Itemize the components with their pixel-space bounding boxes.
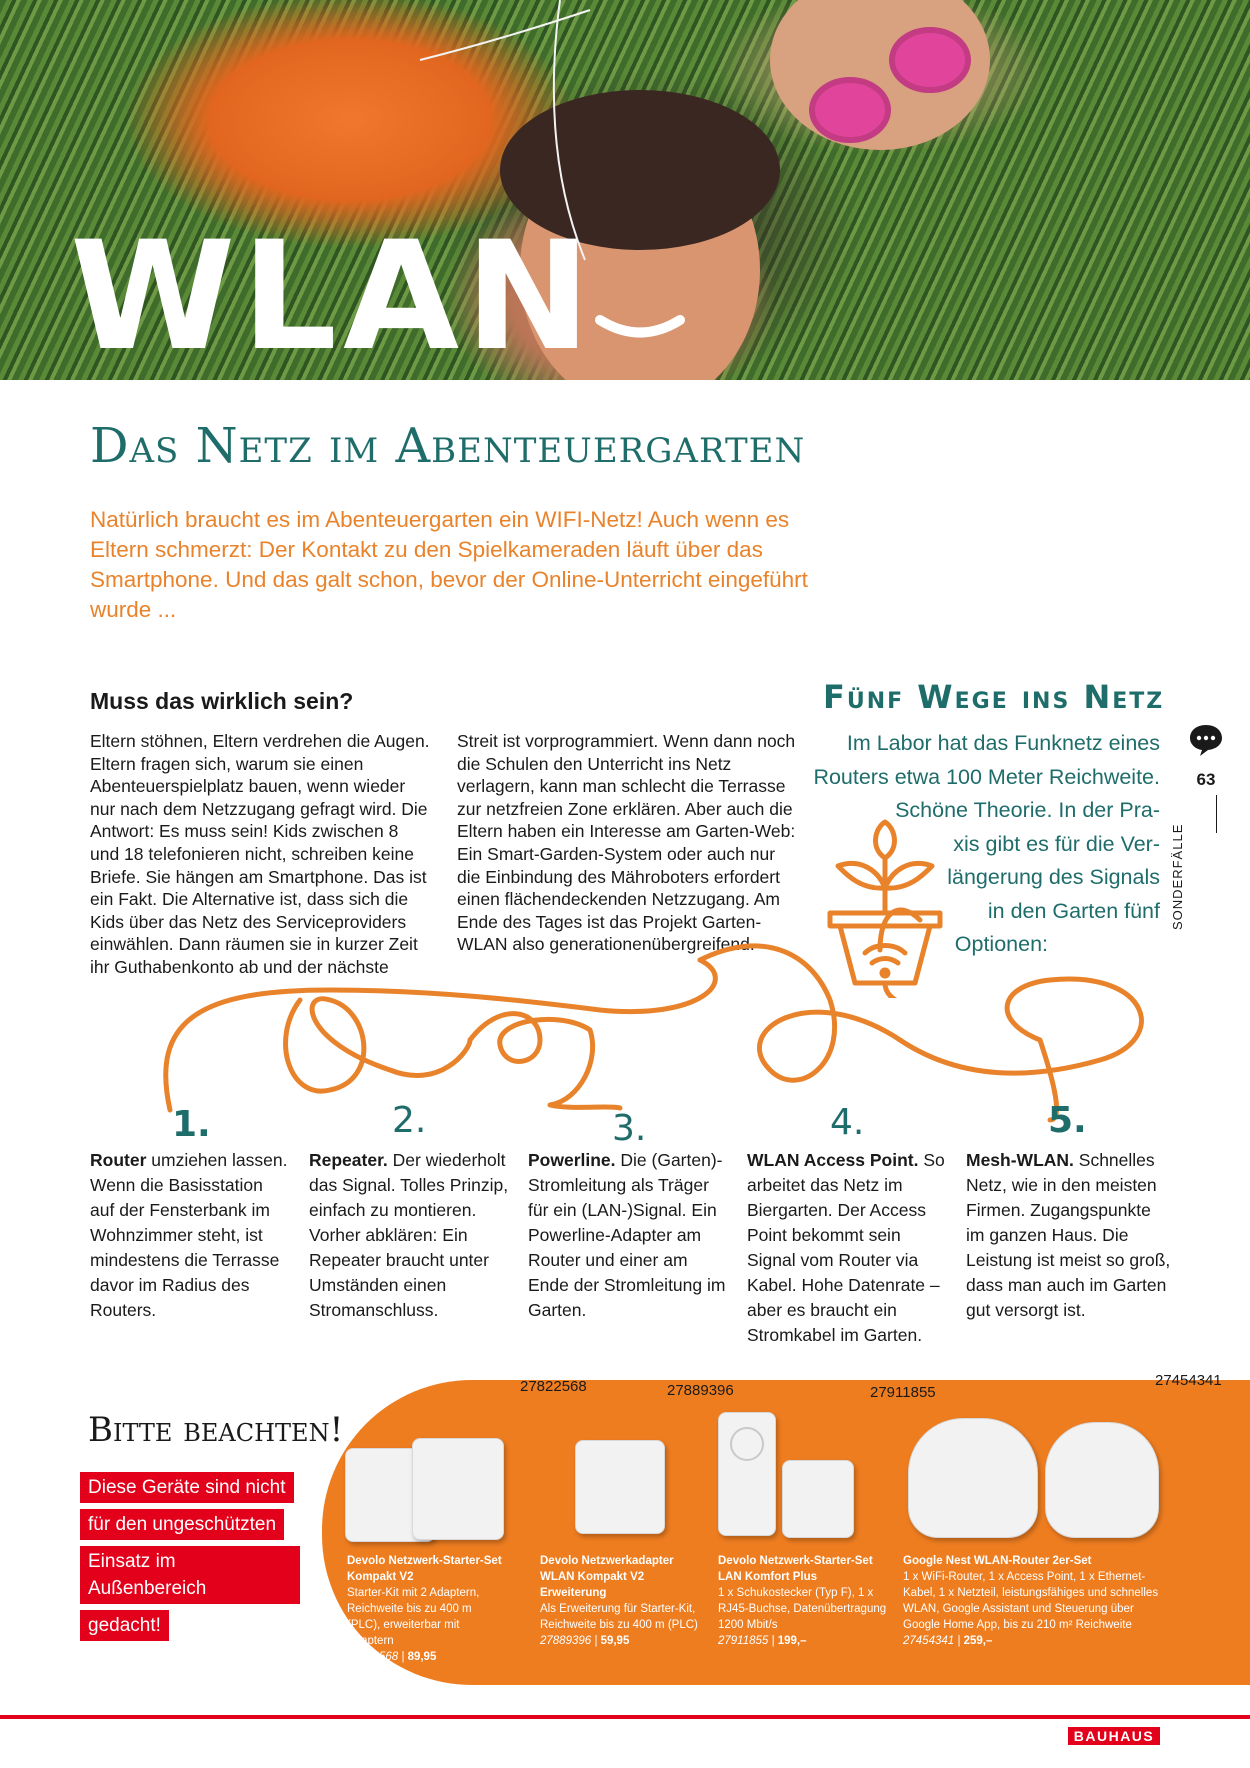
product-price-line: 27911855 | 199,– [718,1635,807,1647]
sidebar-line: Im Labor hat das Funknetz eines [846,731,1160,755]
hero-photo [0,0,1250,380]
product-title: Devolo Netzwerk-Starter-Set Kompakt V2 [347,1555,502,1583]
product-image-adapter [782,1460,854,1538]
article-intro: Natürlich braucht es im Abenteuergarten ein WIFI-Netz! Auch wenn es Eltern schmerzt: Der Kontakt zu den Spielkameraden läuft über das Smartphone. Und das galt schon, bevor der Online-Unterricht eingeführt wurde ... [90,507,808,622]
product-image-adapter [718,1412,776,1536]
sidebar-line: Routers etwa 100 Meter Reichweite. [813,764,1160,789]
option-repeater: Repeater. Der wiederholt das Signal. Tolles Prinzip, einfach zu montieren. Vorher abklären: Ein Repeater braucht unter Umständen einen Stromanschluss. [309,1150,509,1320]
product-card [903,1553,1173,1649]
speech-bubble-icon [1188,722,1224,758]
article-column-1: Eltern stöhnen, Eltern verdrehen die Augen. Eltern fragen sich, warum sie einen Abenteuerspielplatz bauen, wenn wieder nur nach dem Netzzugang gefragt wird. Die Antwort: Es muss sein! Kids zwischen 8 und 18 telefonieren nicht, schreiben keine Briefe. Sie hängen am Smartphone. Das ist ein Fakt. Die Alternative ist, dass sich die Kids über das Netz des Serviceproviders einwählen. Dann räumen sie in kurzer Zeit ihr Guthabenkonto ab und der nächste [90,731,430,977]
option-number-1: 1. [172,1104,211,1145]
product-code-top: 27454341 [1155,1372,1222,1389]
product-code-top: 27822568 [520,1378,587,1395]
product-desc: 1 x Schukostecker (Typ F), 1 x RJ45-Buchse, Datenübertragung 1200 Mbit/s [718,1587,887,1631]
product-image-adapter [575,1440,665,1534]
product-card [347,1553,507,1665]
plant-wifi-icon [820,818,950,998]
option-powerline: Powerline. Die (Garten)-Stromleitung als Träger für ein (LAN-)Signal. Ein Powerline-Adapter am Router und einer am Ende der Stromleitung im Garten. [528,1150,726,1320]
brand-logo: BAUHAUS [1068,1727,1160,1745]
note-line: Diese Geräte sind nicht [80,1472,294,1503]
sidebar-line: in den Garten fünf [987,898,1160,923]
article-column-2: Streit ist vorprogrammiert. Wenn dann noch die Schulen den Unterricht ins Netz verlagern, kann man schlecht die Terrasse zur netzfreien Zone erklären. Aber auch die Eltern haben ein Interesse am Garten-Web: Ein Smart-Garden-System oder auch nur die Einbindung des Mähroboters erfordert einen flächendeckenden Netzzugang. Am Ende des Tages ist das Projekt Garten-WLAN also generationenübergreifend. [457,731,796,955]
footer-rule [0,1715,1250,1719]
product-title: Google Nest WLAN-Router 2er-Set [903,1555,1092,1567]
product-desc: Als Erweiterung für Starter-Kit, Reichweite bis zu 400 m (PLC) [540,1603,698,1631]
note-line: für den ungeschützten [80,1509,284,1540]
product-code-top: 27911855 [870,1384,936,1401]
product-code-top: 27889396 [667,1382,734,1399]
option-mesh-wlan: Mesh-WLAN. Schnelles Netz, wie in den meisten Firmen. Zugangspunkte im ganzen Haus. Die Leistung ist meist so groß, dass man auch im Garten gut versorgt ist. [966,1150,1171,1320]
product-image-router [908,1418,1038,1538]
sidebar-line: Schöne Theorie. In der Pra- [895,798,1160,822]
product-desc: 1 x WiFi-Router, 1 x Access Point, 1 x Ethernet-Kabel, 1 x Netzteil, leistungsfähiges und schnelles WLAN, Google Assistant und Steuerung über Google Home App, bis zu 210 m² Reichweite [903,1571,1159,1631]
note-line: gedacht! [80,1610,169,1641]
sidebar-line: xis gibt es für die Ver- [953,831,1160,856]
note-heading: Bitte beachten! [88,1410,344,1450]
option-number-3: 3. [612,1108,647,1149]
article-subheading: Muss das wirklich sein? [90,688,354,714]
product-image-adapter [412,1438,504,1540]
product-price-line: 27822568 | 89,95 [347,1651,437,1663]
product-image-access-point [1045,1422,1159,1538]
note-box [80,1472,300,1647]
product-price-line: 27889396 | 59,95 [540,1635,630,1647]
note-line: Einsatz im Außenbereich [80,1546,300,1604]
option-number-2: 2. [392,1100,427,1141]
option-access-point: WLAN Access Point. So arbeitet das Netz im Biergarten. Der Access Point bekommt sein Signal vom Router via Kabel. Hohe Datenrate – aber es braucht ein Stromkabel im Garten. [747,1150,945,1345]
product-desc: Starter-Kit mit 2 Adaptern, Reichweite bis zu 400 m (PLC), erweiterbar mit Adaptern [347,1587,480,1647]
article-title: Das Netz im Abenteuergarten [90,418,806,474]
option-router: Router umziehen lassen. Wenn die Basisstation auf der Fensterbank im Wohnzimmer steht, ist mindestens die Terrasse davor im Radius des Routers. [90,1150,288,1320]
product-title: Devolo Netzwerkadapter WLAN Kompakt V2 Erweiterung [540,1555,674,1599]
product-title: Devolo Netzwerk-Starter-Set LAN Komfort Plus [718,1555,873,1583]
sidebar-heading: Fünf Wege ins Netz [823,678,1165,716]
sidebar-line: Optionen: [954,932,1048,956]
hero-title: WLAN [70,210,597,380]
page-number: 63 [1196,770,1216,789]
divider [1216,795,1217,833]
section-label: SONDERFÄLLE [1170,823,1185,930]
product-card [718,1553,888,1649]
sidebar-line: längerung des Signals [947,865,1160,889]
option-number-4: 4. [830,1102,865,1143]
option-number-5: 5. [1048,1100,1087,1141]
product-price-line: 27454341 | 259,– [903,1635,993,1647]
product-card [540,1553,710,1649]
